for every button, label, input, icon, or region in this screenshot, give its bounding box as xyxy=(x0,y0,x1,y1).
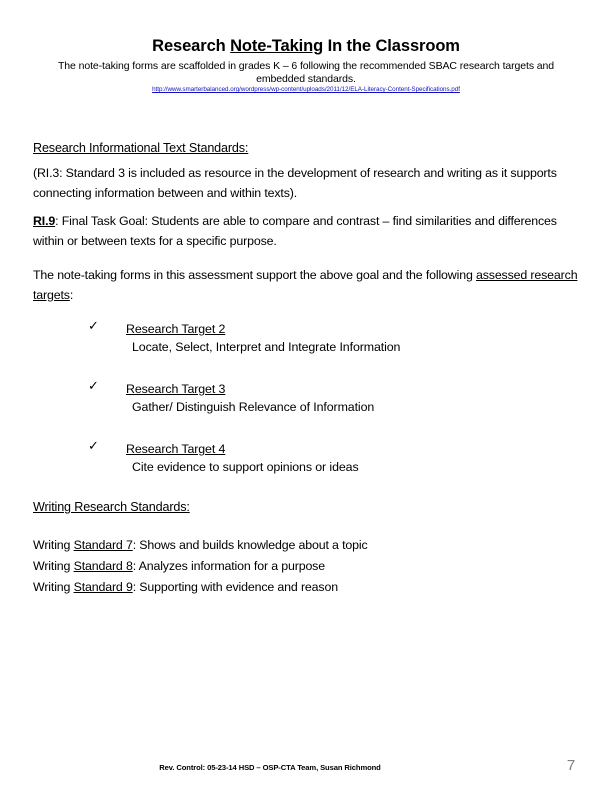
support-text-underlined: assessed research targets xyxy=(33,268,578,302)
writing-standards-list xyxy=(33,535,578,598)
writing-standard-line xyxy=(33,535,578,556)
checkmark-icon: ✓ xyxy=(88,379,99,394)
research-targets-list xyxy=(88,320,548,500)
research-target-title: Research Target 2 xyxy=(126,322,226,336)
checkmark-icon: ✓ xyxy=(88,439,99,454)
writing-standard-line xyxy=(33,556,578,577)
section-heading-informational-standards xyxy=(33,138,578,158)
list-item xyxy=(88,440,548,478)
research-target-description: Cite evidence to support opinions or ideas xyxy=(132,460,359,474)
writing-standard-prefix: Writing xyxy=(33,580,74,594)
checkmark-icon: ✓ xyxy=(88,319,99,334)
section-heading-informational-standards-label: Research Informational Text Standards: xyxy=(33,141,249,155)
research-target-title: Research Target 4 xyxy=(126,442,226,456)
paragraph-ri3-note: (RI.3: Standard 3 is included as resource in the development of research and writing as it supports connecting information between and within texts). xyxy=(33,166,557,200)
page-title-underlined: Note-Taking xyxy=(230,37,324,55)
list-item xyxy=(88,380,548,418)
writing-standard-line xyxy=(33,577,578,598)
ri9-label: RI.9 xyxy=(33,214,56,228)
page-title xyxy=(0,36,612,56)
page-subtitle: The note-taking forms are scaffolded in grades K – 6 following the recommended SBAC research targets and embedded standards. xyxy=(57,60,555,85)
section-heading-writing-standards-label: Writing Research Standards: xyxy=(33,500,190,514)
list-item xyxy=(88,320,548,358)
writing-standard-text: : Supporting with evidence and reason xyxy=(132,580,338,594)
footer-page-number: 7 xyxy=(566,757,576,774)
ri9-text: : Final Task Goal: Students are able to compare and contrast – find similarities and differences within or between texts for a specific purpose. xyxy=(33,214,557,248)
paragraph-assessed-research-targets xyxy=(33,265,578,305)
writing-standard-label: Standard 7 xyxy=(73,538,133,552)
support-text-before: The note-taking forms in this assessment support the above goal and the following xyxy=(33,268,476,282)
research-target-description: Gather/ Distinguish Relevance of Information xyxy=(132,400,375,414)
writing-standard-prefix: Writing xyxy=(33,559,74,573)
writing-standard-label: Standard 9 xyxy=(73,580,133,594)
writing-standard-label: Standard 8 xyxy=(73,559,133,573)
section-heading-writing-standards xyxy=(33,497,578,517)
page-title-after: In the Classroom xyxy=(323,37,460,55)
source-specification-link[interactable]: http://www.smarterbalanced.org/wordpress/wp-content/uploads/2011/12/ELA-Literacy-Content-Specifications.pdf xyxy=(152,86,460,93)
support-text-after: : xyxy=(69,288,74,302)
writing-standard-prefix: Writing xyxy=(33,538,74,552)
page-title-before: Research xyxy=(152,37,231,55)
paragraph-ri9-final-task-goal xyxy=(33,211,578,251)
writing-standard-text: : Shows and builds knowledge about a topic xyxy=(132,538,368,552)
research-target-title: Research Target 3 xyxy=(126,382,226,396)
footer-revision-control: Rev. Control: 05-23-14 HSD – OSP-CTA Team, Susan Richmond xyxy=(159,763,381,772)
research-target-description: Locate, Select, Interpret and Integrate Information xyxy=(132,340,401,354)
writing-standard-text: : Analyzes information for a purpose xyxy=(132,559,325,573)
